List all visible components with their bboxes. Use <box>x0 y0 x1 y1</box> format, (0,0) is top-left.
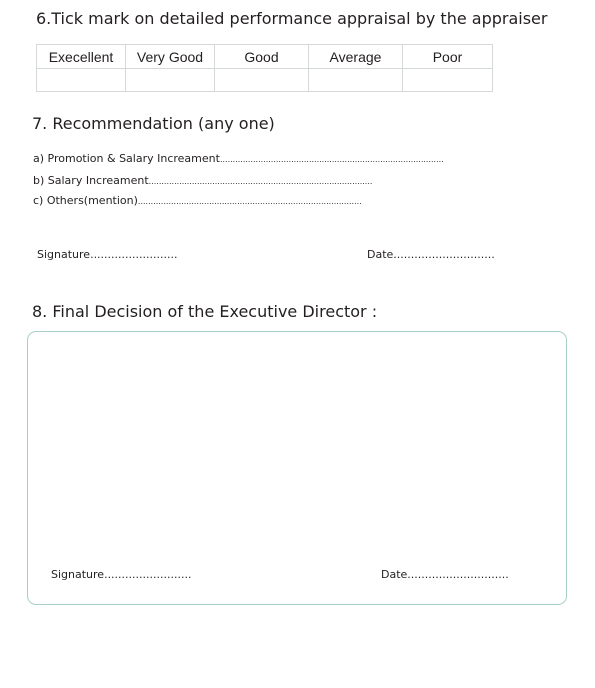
recommendation-option-b-label: b) Salary Increament <box>33 174 149 187</box>
recommendation-option-a-label: a) Promotion & Salary Increament <box>33 152 220 165</box>
tick-cell-average[interactable] <box>309 69 403 92</box>
rating-header-very-good: Very Good <box>126 45 215 69</box>
recommendation-option-b[interactable] <box>33 174 372 187</box>
rating-header-good: Good <box>215 45 309 69</box>
rating-header-excellent: Execellent <box>37 45 126 69</box>
rating-tick-row <box>37 69 493 92</box>
tick-cell-very-good[interactable] <box>126 69 215 92</box>
recommendation-option-a[interactable] <box>33 152 444 165</box>
section-7-signature-field[interactable]: Signature......................... <box>37 248 178 261</box>
rating-header-poor: Poor <box>403 45 493 69</box>
recommendation-option-c[interactable] <box>33 194 362 207</box>
section-8-signature-field[interactable]: Signature......................... <box>51 568 192 581</box>
tick-cell-good[interactable] <box>215 69 309 92</box>
section-7-date-field[interactable]: Date............................. <box>367 248 495 261</box>
recommendation-option-b-dots: ........................................................................................ <box>148 177 373 186</box>
tick-cell-poor[interactable] <box>403 69 493 92</box>
recommendation-option-a-dots: ........................................................................................ <box>219 155 444 164</box>
rating-header-average: Average <box>309 45 403 69</box>
section-8-date-field[interactable]: Date............................. <box>381 568 509 581</box>
section-6-heading: 6.Tick mark on detailed performance appraisal by the appraiser <box>36 9 548 28</box>
final-decision-box[interactable] <box>27 331 567 605</box>
recommendation-option-c-label: c) Others(mention) <box>33 194 138 207</box>
tick-cell-excellent[interactable] <box>37 69 126 92</box>
recommendation-option-c-dots: ........................................................................................ <box>137 197 362 206</box>
section-7-heading: 7. Recommendation (any one) <box>32 114 275 133</box>
rating-header-row <box>37 45 493 69</box>
section-8-heading: 8. Final Decision of the Executive Director : <box>32 302 378 321</box>
performance-rating-table <box>36 44 493 92</box>
